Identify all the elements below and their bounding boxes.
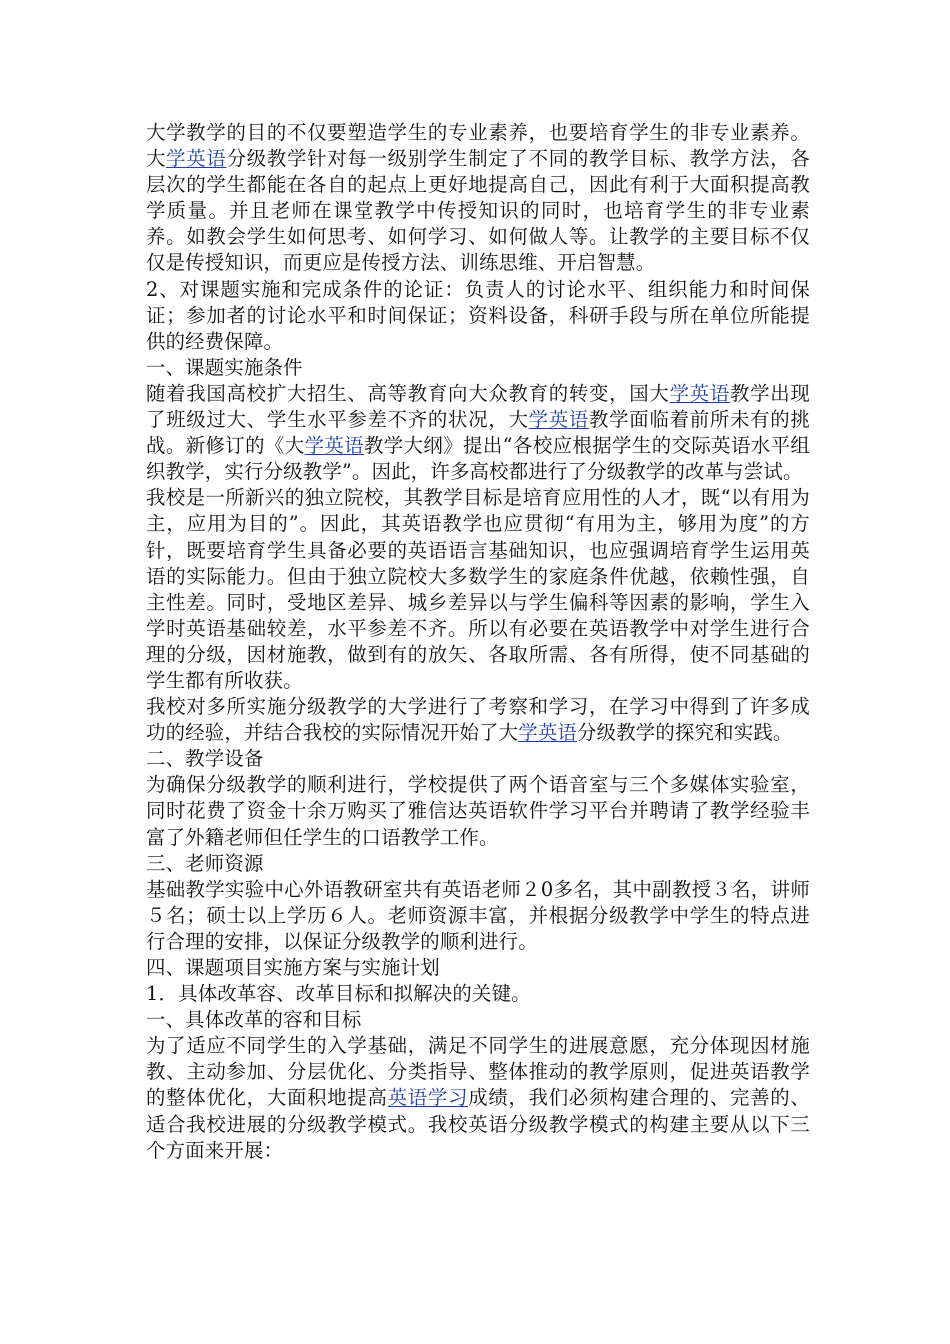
paragraph-equipment <box>146 772 810 850</box>
heading-teaching-equipment <box>146 746 810 772</box>
text-run: 教学面临着前所未有的挑战。新修订的《大 <box>146 408 810 458</box>
paragraph-teachers <box>146 877 810 955</box>
text-run: 教学大纲》提出“各校应根据学生的交际英语水平组织教学，实行分级教学”。因此，许多高校都进行了分级教学的改革与尝试。 <box>146 434 810 484</box>
heading-implementation-conditions <box>146 355 810 381</box>
keyword-link[interactable]: 学英语 <box>166 147 227 171</box>
heading-teacher-resources <box>146 851 810 877</box>
text-run: 随着我国高校扩大招生、高等教育向大众教育的转变，国大 <box>146 381 670 405</box>
keyword-link[interactable]: 学英语 <box>518 721 578 745</box>
text-run: 为确保分级教学的顺利进行，学校提供了两个语音室与三个多媒体实验室，同时花费了资金十余万购买了雅信达英语软件学习平台并聘请了教学经验丰富了外籍老师但任学生的口语教学工作。 <box>146 773 810 849</box>
paragraph-section-2 <box>146 277 810 355</box>
text-run: 基础教学实验中心外语教研室共有英语老师２0多名，其中副教授３名，讲师５名；硕士以上学历６人。老师资源丰富，并根据分级教学中学生的特点进行合理的安排，以保证分级教学的顺利进行。 <box>146 877 810 953</box>
heading-implementation-plan <box>146 955 810 981</box>
keyword-link[interactable]: 学英语 <box>528 408 590 432</box>
heading-reform-content <box>146 981 810 1007</box>
text-run: 大学教学的目的不仅要塑造学生的专业素养，也要培育学生的非专业素养。大 <box>146 121 810 171</box>
text-run: 1．具体改革容、改革目标和拟解决的关键。 <box>146 982 531 1006</box>
text-run: 为了适应不同学生的入学基础，满足不同学生的进展意愿，充分体现因材施教、主动参加、分层优化、分类指导、整体推动的教学原则，促进英语教学的整体优化，大面积地提高 <box>146 1034 810 1110</box>
text-run: 三、老师资源 <box>146 851 264 875</box>
text-run: 分级教学针对每一级别学生制定了不同的教学目标、教学方法，各层次的学生都能在各自的起点上更好地提高自己，因此有利于大面积提高教学质量。并且老师在课堂教学中传授知识的同时，也培育学生的非专业素养。如教会学生如何思考、如何学习、如何做人等。让教学的主要目标不仅仅是传授知识，而更应是传授方法、训练思维、开启智慧。 <box>146 147 810 275</box>
text-run: 分级教学的探究和实践。 <box>577 721 793 745</box>
text-run: 一、课题实施条件 <box>146 355 303 379</box>
paragraph-school <box>146 485 810 694</box>
document-page <box>146 120 810 1164</box>
text-run: 二、教学设备 <box>146 747 264 771</box>
paragraph-investigation <box>146 694 810 746</box>
paragraph-intro <box>146 120 810 277</box>
heading-reform-goals <box>146 1007 810 1033</box>
paragraph-background <box>146 381 810 485</box>
keyword-link[interactable]: 学英语 <box>669 381 730 405</box>
keyword-link[interactable]: 学英语 <box>304 434 364 458</box>
text-run: 四、课题项目实施方案与实施计划 <box>146 956 440 979</box>
paragraph-goals <box>146 1033 810 1163</box>
text-run: 我校是一所新兴的独立院校，其教学目标是培育应用性的人才，既“以有用为主，应用为目的”。因此，其英语教学也应贯彻“有用为主，够用为度”的方针，既要培育学生具备必要的英语语言基础知识，也应强调培育学生运用英语的实际能力。但由于独立院校大多数学生的家庭条件优越，依赖性强，自主性差。同时，受地区差异、城乡差异以与学生偏科等因素的影响，学生入学时英语基础较差，水平参差不齐。所以有必要在英语教学中对学生进行合理的分级，因材施教，做到有的放矢、各取所需、各有所得，使不同基础的学生都有所收获。 <box>146 486 810 692</box>
text-run: 2、对课题实施和完成条件的论证：负责人的讨论水平、组织能力和时间保证；参加者的讨论水平和时间保证；资料设备，科研手段与所在单位所能提供的经费保障。 <box>146 277 810 353</box>
text-run: 成绩，我们必须构建合理的、完善的、适合我校进展的分级教学模式。我校英语分级教学模式的构建主要从以下三个方面来开展： <box>146 1086 811 1162</box>
text-run: 一、具体改革的容和目标 <box>146 1008 362 1032</box>
keyword-link[interactable]: 英语学习 <box>387 1086 469 1110</box>
text-run: 教学出现了班级过大、学生水平参差不齐的状况，大 <box>146 381 810 432</box>
text-run: 我校对多所实施分级教学的大学进行了考察和学习，在学习中得到了许多成功的经验，并结合我校的实际情况开始了大 <box>146 695 810 745</box>
